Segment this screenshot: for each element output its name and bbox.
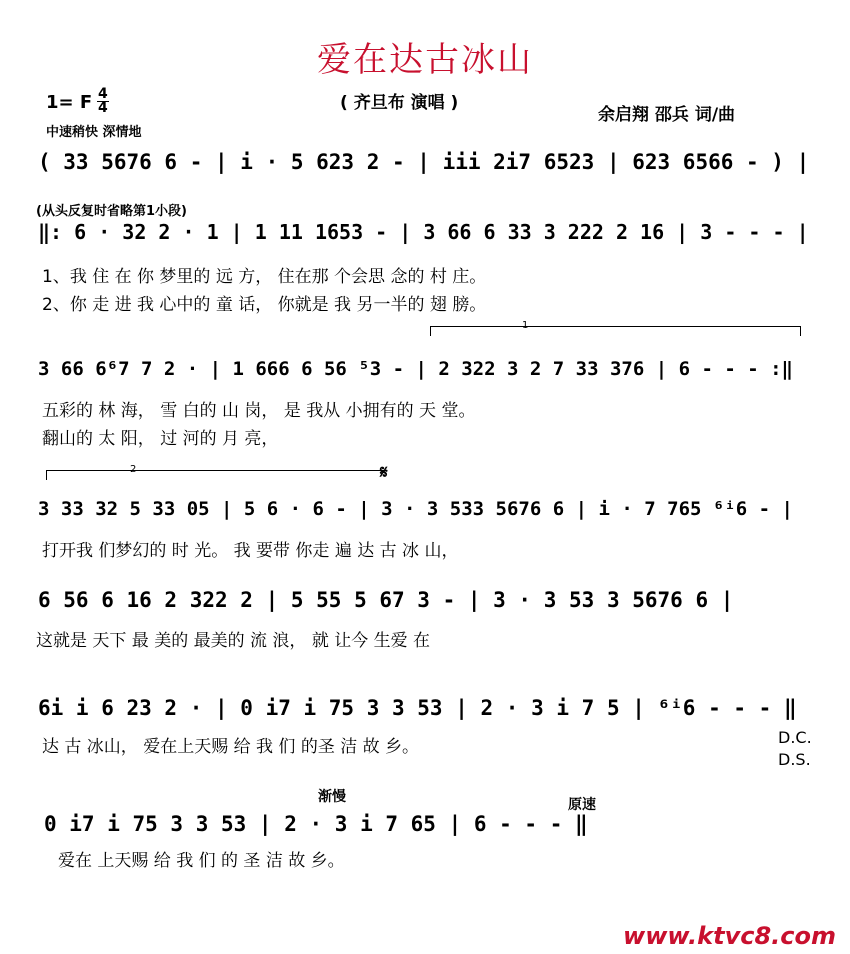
time-signature-bottom: 4 <box>98 100 108 116</box>
segno-icon: 𝄋 <box>380 462 388 483</box>
lyric-line3: 打开我 们梦幻的 时 光。 我 要带 你走 遍 达 古 冰 山， <box>42 541 459 561</box>
stave-3: 3 66 6⁶7 7 2 · | 1 666 6 56 ⁵3 - | 2 322 3 2 7 33 376 | 6 - - - :‖ <box>38 358 793 380</box>
lyric-verse2-line2: 翻山的 太 阳， 过 河的 月 亮， <box>42 429 279 449</box>
lyric-line5: 达 古 冰山， 爱在上天赐 给 我 们 的圣 洁 故 乡。 <box>42 737 420 757</box>
volta-2-number: 2 <box>130 464 137 475</box>
volta-2-bracket <box>46 470 386 471</box>
volta-2-tick <box>46 470 47 480</box>
stave-7: 0 i7 i 75 3 3 53 | 2 · 3 i 7 65 | 6 - - - ‖ <box>44 812 588 836</box>
lyric-line4: 这就是 天下 最 美的 最美的 流 浪， 就 让今 生爱 在 <box>36 631 431 651</box>
ritardando-marking: 渐慢 <box>318 789 346 805</box>
lyric-line6: 爱在 上天赐 给 我 们 的 圣 洁 故 乡。 <box>58 851 345 871</box>
watermark: www.ktvc8.com <box>623 922 836 950</box>
lyric-verse1-line1: 1、我 住 在 你 梦里的 远 方， 住在那 个会思 念的 村 庄。 <box>42 267 487 287</box>
stave-4: 3 33 32 5 33 05 | 5 6 · 6 - | 3 · 3 533 5676 6 | i · 7 765 ⁶ⁱ6 - | <box>38 498 793 520</box>
ds-marking: D.S. <box>778 750 811 769</box>
stave-5: 6 56 6 16 2 322 2 | 5 55 5 67 3 - | 3 · 3 53 3 5676 6 | <box>38 588 734 612</box>
composer-credit: 余启翔 邵兵 词/曲 <box>598 105 736 125</box>
singer-credit: ( 齐旦布 演唱 ) <box>340 93 459 113</box>
stave-6: 6i i 6 23 2 · | 0 i7 i 75 3 3 53 | 2 · 3 i 7 5 | ⁶ⁱ6 - - - ‖ <box>38 696 797 720</box>
repeat-note: (从头反复时省略第1小段) <box>36 204 187 219</box>
stave-1: ( 33 5676 6 - | i · 5 623 2 - | iii 2i7 6523 | 623 6566 - ) | <box>38 150 810 174</box>
lyric-verse2-line1: 2、你 走 进 我 心中的 童 话， 你就是 我 另一半的 翅 膀。 <box>42 295 487 315</box>
song-title: 爱在达古冰山 <box>317 40 533 80</box>
volta-1-tick-end <box>800 326 801 336</box>
time-signature <box>97 88 109 115</box>
key-signature: 1= F <box>46 92 93 113</box>
volta-1-number: 1 <box>522 320 529 331</box>
dc-marking: D.C. <box>778 728 812 747</box>
volta-1-tick <box>430 326 431 336</box>
time-signature-top: 4 <box>98 86 108 102</box>
tempo-marking: 中速稍快 深情地 <box>46 125 142 140</box>
stave-2: ‖: 6 · 32 2 · 1 | 1 11 1653 - | 3 66 6 33 3 222 2 16 | 3 - - - | <box>38 220 809 244</box>
a-tempo-marking: 原速 <box>568 797 596 813</box>
lyric-verse1-line2: 五彩的 林 海， 雪 白的 山 岗， 是 我从 小拥有的 天 堂。 <box>42 401 476 421</box>
volta-1-bracket <box>430 326 800 327</box>
